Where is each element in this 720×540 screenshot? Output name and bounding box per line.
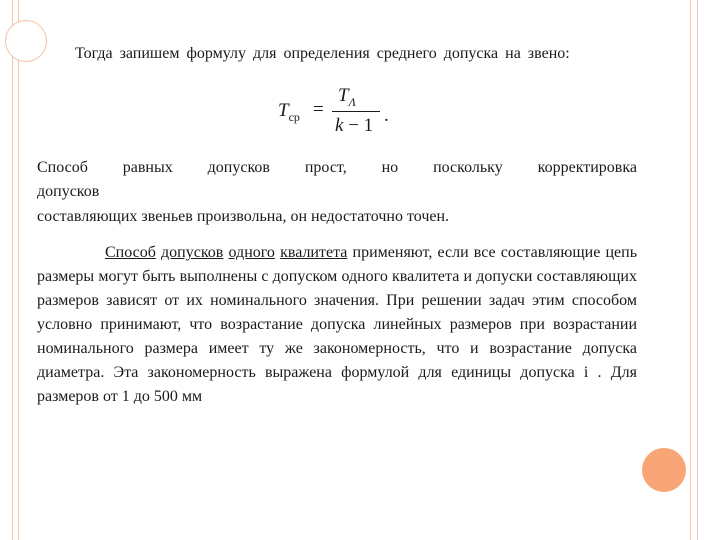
formula-equals: = — [313, 99, 324, 120]
underlined-word: Способ — [105, 244, 156, 261]
paragraph-single-grade — [37, 241, 637, 409]
paragraph-single-grade-text: применяют, если все составляющие цепь размеры могут быть выполнены с допуском одного квалитета и допуски составляющих размеров зависят от их номинального значения. При решении задач этим способом условно принимают, что возрастание допуска линейных размеров при возрастании номинального размера имеет ту же закономерность, что и возрастание допуска диаметра. Эта закономерность выражена формулой для единицы допуска i . Для размеров от 1 до 500 мм — [37, 244, 637, 405]
left-border-line-inner — [18, 0, 19, 540]
left-border-line-outer — [12, 0, 13, 540]
underlined-word: допусков — [161, 244, 224, 261]
formula-trailing-dot: . — [384, 105, 389, 126]
formula-average-tolerance — [278, 85, 398, 140]
right-border-line-inner — [690, 0, 691, 540]
paragraph-intro: Тогда запишем формулу для определения среднего допуска на звено: — [75, 45, 570, 62]
paragraph-equal-tolerances-cont: составляющих звеньев произвольна, он недостаточно точен. — [37, 208, 450, 225]
underlined-word: одного — [228, 244, 275, 261]
formula-denominator: k − 1 — [335, 115, 374, 136]
formula-numerator: $T_\Lambda$ — [338, 85, 356, 109]
decorative-circle-accent — [642, 448, 686, 492]
formula-lhs: $T_{ср}$ — [278, 100, 300, 124]
formula-fraction-bar — [332, 111, 380, 112]
paragraph-equal-tolerances: Способ равных допусков прост, но поскольку корректировка допусков — [37, 159, 637, 200]
right-border-line-outer — [697, 0, 698, 540]
underlined-word: квалитета — [280, 244, 348, 261]
